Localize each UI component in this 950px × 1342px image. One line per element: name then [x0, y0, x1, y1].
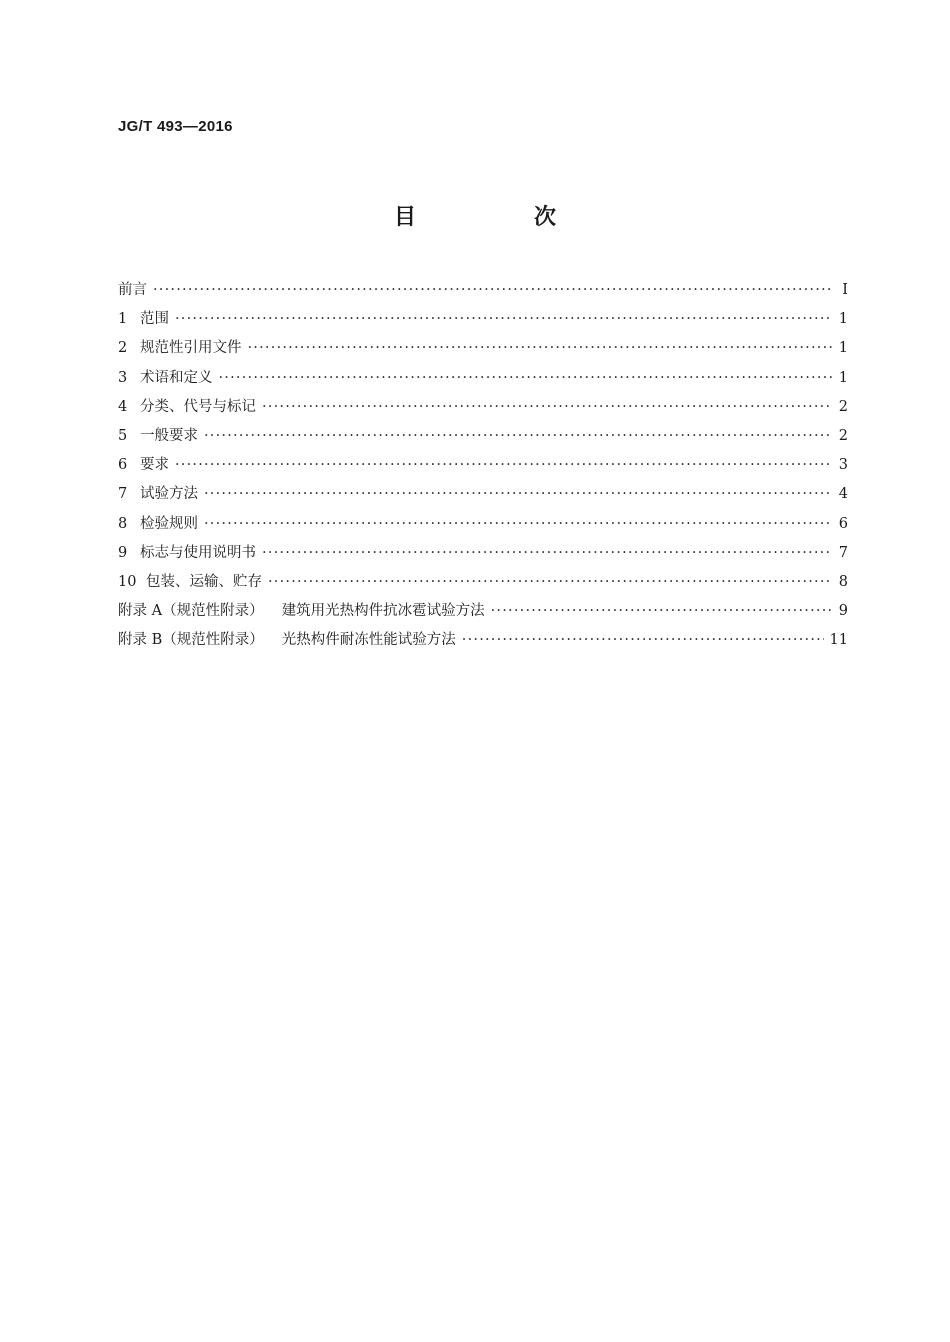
- toc-entry-page: 2: [838, 427, 848, 444]
- toc-entry-page: Ⅰ: [842, 282, 848, 298]
- toc-entry-number: 4: [118, 398, 128, 415]
- toc-entry-annex-a[interactable]: [118, 597, 848, 626]
- toc-leader-dots: [462, 626, 824, 655]
- toc-entry-6[interactable]: [118, 451, 848, 480]
- toc-entry-7[interactable]: [118, 480, 848, 509]
- toc-entry-page: 1: [838, 369, 848, 386]
- toc-leader-dots: [153, 276, 832, 305]
- toc-leader-dots: [175, 305, 832, 334]
- toc-leader-dots: [204, 480, 832, 509]
- standard-code: JG/T 493—2016: [118, 118, 233, 135]
- toc-annex-prefix: 附录 B（规范性附录）: [118, 632, 264, 649]
- table-of-contents: [118, 276, 848, 655]
- toc-entry-label: 试验方法: [140, 486, 198, 503]
- toc-entry-2[interactable]: [118, 334, 848, 363]
- toc-annex-prefix: 附录 A（规范性附录）: [118, 603, 264, 620]
- toc-entry-page: 1: [838, 340, 848, 357]
- toc-entry-label: 标志与使用说明书: [140, 544, 256, 561]
- toc-entry-4[interactable]: [118, 393, 848, 422]
- toc-entry-label: 规范性引用文件: [140, 340, 242, 357]
- toc-entry-page: 6: [838, 515, 848, 532]
- toc-leader-dots: [175, 451, 832, 480]
- toc-entry-label: 术语和定义: [140, 369, 213, 386]
- toc-entry-number: 2: [118, 340, 128, 357]
- toc-entry-label: 光热构件耐冻性能试验方法: [281, 632, 456, 649]
- toc-entry-label: 前言: [118, 282, 147, 298]
- toc-entry-8[interactable]: [118, 510, 848, 539]
- toc-entry-foreword[interactable]: [118, 276, 848, 305]
- toc-entry-9[interactable]: [118, 539, 848, 568]
- toc-entry-label: 一般要求: [140, 427, 198, 444]
- toc-entry-page: 3: [838, 457, 848, 474]
- toc-leader-dots: [262, 393, 832, 422]
- toc-entry-label: 检验规则: [140, 515, 198, 532]
- toc-entry-label: 要求: [140, 457, 169, 474]
- toc-entry-label: 包装、运输、贮存: [146, 573, 262, 590]
- toc-leader-dots: [204, 510, 832, 539]
- toc-entry-10[interactable]: [118, 568, 848, 597]
- toc-entry-number: 9: [118, 544, 128, 561]
- toc-entry-number: 7: [118, 486, 128, 503]
- toc-entry-page: 2: [838, 398, 848, 415]
- toc-entry-page: 8: [838, 573, 848, 590]
- toc-entry-number: 1: [118, 311, 128, 328]
- toc-entry-page: 1: [838, 311, 848, 328]
- toc-entry-page: 9: [838, 603, 848, 620]
- toc-entry-number: 5: [118, 427, 128, 444]
- page-title: 目 次: [393, 205, 604, 230]
- toc-entry-page: 7: [838, 544, 848, 561]
- toc-entry-label: 建筑用光热构件抗冰雹试验方法: [281, 603, 485, 620]
- toc-entry-3[interactable]: [118, 364, 848, 393]
- toc-entry-number: 3: [118, 369, 128, 386]
- toc-entry-label: 分类、代号与标记: [140, 398, 256, 415]
- toc-entry-label: 范围: [140, 311, 169, 328]
- toc-leader-dots: [219, 364, 833, 393]
- toc-entry-page: 11: [829, 632, 848, 649]
- toc-leader-dots: [248, 334, 833, 363]
- toc-entry-5[interactable]: [118, 422, 848, 451]
- toc-entry-annex-b[interactable]: [118, 626, 848, 655]
- toc-leader-dots: [268, 568, 832, 597]
- toc-leader-dots: [204, 422, 832, 451]
- toc-leader-dots: [491, 597, 832, 626]
- toc-entry-page: 4: [838, 486, 848, 503]
- toc-entry-number: 6: [118, 457, 128, 474]
- toc-entry-1[interactable]: [118, 305, 848, 334]
- toc-entry-number: 8: [118, 515, 128, 532]
- toc-entry-number: 10: [118, 573, 137, 590]
- toc-leader-dots: [262, 539, 832, 568]
